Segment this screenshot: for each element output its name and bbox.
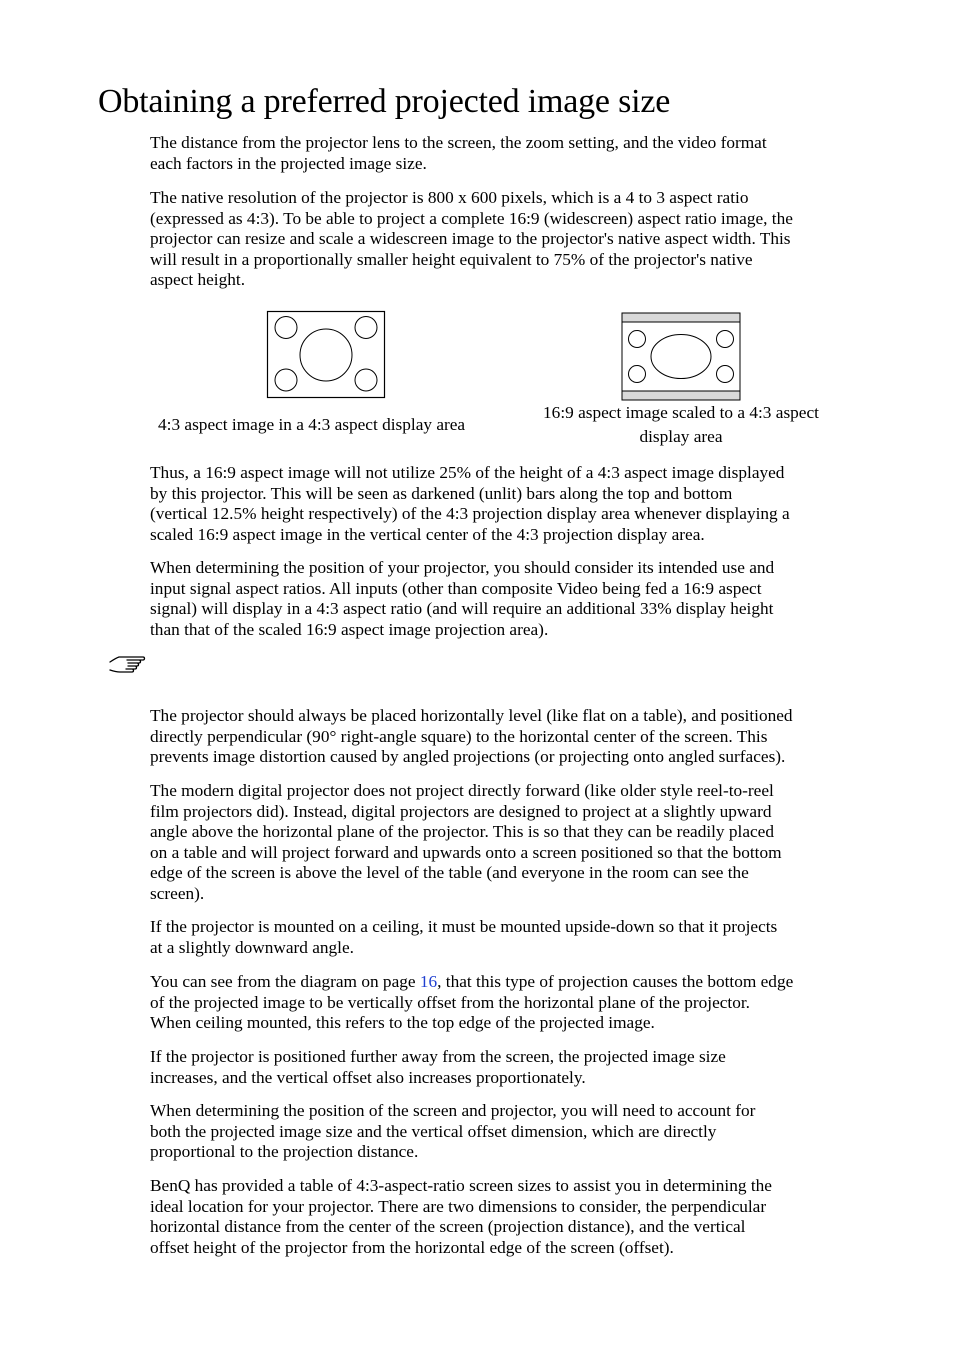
caption-line: display area <box>639 427 723 446</box>
text-line: at a slightly downward angle. <box>150 937 354 957</box>
text-line: angle above the horizontal plane of the projector. This is so that they can be readily placed <box>150 822 774 842</box>
aspect-4-3-diagram <box>266 310 386 399</box>
text-fragment: You can see from the diagram on page <box>150 972 420 991</box>
text-line: film projectors did). Instead, digital projectors are designed to project at a slightly upward <box>150 801 772 821</box>
text-line: both the projected image size and the vertical offset dimension, which are directly <box>150 1121 717 1141</box>
paragraph-position-considerations <box>150 558 862 640</box>
text-line: by this projector. This will be seen as darkened (unlit) bars along the top and bottom <box>150 483 733 503</box>
page-link[interactable]: 16 <box>419 972 438 991</box>
paragraph-upward-angle <box>150 781 862 905</box>
pointing-hand-icon <box>108 653 148 677</box>
text-line: will result in a proportionally smaller height equivalent to 75% of the projector's native <box>150 249 753 269</box>
text-line: aspect height. <box>150 270 246 290</box>
text-line: ideal location for your projector. There are two dimensions to consider, the perpendicular <box>150 1196 767 1216</box>
figure-caption-4-3: 4:3 aspect image in a 4:3 aspect display area <box>158 415 466 434</box>
text-line: signal) will display in a 4:3 aspect ratio (and will require an additional 33% display height <box>150 599 774 619</box>
text-line: projector can resize and scale a widescreen image to the projector's native aspect width. This <box>150 229 791 249</box>
text-line: each factors in the projected image size. <box>150 153 427 173</box>
text-line: prevents image distortion caused by angled projections (or projecting onto angled surfaces). <box>150 747 786 767</box>
text-line: Thus, a 16:9 aspect image will not utilize 25% of the height of a 4:3 aspect image displayed <box>150 463 785 482</box>
text-line: increases, and the vertical offset also increases proportionately. <box>150 1067 586 1087</box>
text-line: The modern digital projector does not project directly forward (like older style reel-to-reel <box>150 781 774 800</box>
text-line: If the projector is positioned further away from the screen, the projected image size <box>150 1047 726 1066</box>
paragraph-benq-table <box>150 1176 862 1258</box>
text-line: (vertical 12.5% height respectively) of the 4:3 projection display area whenever displaying a <box>150 504 790 524</box>
text-line: scaled 16:9 aspect image in the vertical center of the 4:3 projection display area. <box>150 524 705 544</box>
text-line: screen). <box>150 883 205 903</box>
figure-caption-16-9 <box>521 401 841 449</box>
text-line: edge of the screen is above the level of the table (and everyone in the room can see the <box>150 863 749 883</box>
paragraph-ceiling-mount <box>150 917 862 958</box>
caption-line: 16:9 aspect image scaled to a 4:3 aspect <box>543 403 819 422</box>
text-line: The projector should always be placed horizontally level (like flat on a table), and positioned <box>150 706 793 725</box>
text-line: proportional to the projection distance. <box>150 1142 419 1162</box>
text-line: input signal aspect ratios. All inputs (other than composite Video being fed a 16:9 aspect <box>150 578 762 598</box>
page-title: Obtaining a preferred projected image size <box>98 83 671 120</box>
paragraph-native-resolution <box>150 188 862 291</box>
text-line: The distance from the projector lens to the screen, the zoom setting, and the video format <box>150 133 767 152</box>
text-line: BenQ has provided a table of 4:3-aspect-ratio screen sizes to assist you in determining the <box>150 1176 772 1195</box>
paragraph-vertical-offset <box>150 972 862 1034</box>
text-line <box>150 972 862 993</box>
text-line: directly perpendicular (90° right-angle square) to the horizontal center of the screen. This <box>150 726 768 746</box>
text-line: When ceiling mounted, this refers to the top edge of the projected image. <box>150 1013 655 1033</box>
text-line: When determining the position of your projector, you should consider its intended use and <box>150 558 775 577</box>
aspect-16-9-scaled-diagram <box>621 312 741 401</box>
text-fragment: , that this type of projection causes the bottom edge <box>437 972 794 991</box>
paragraph-intro <box>150 133 862 174</box>
text-line: When determining the position of the screen and projector, you will need to account for <box>150 1101 756 1120</box>
paragraph-level-placement <box>150 706 862 768</box>
paragraph-unused-height <box>150 463 862 545</box>
text-line: If the projector is mounted on a ceiling, it must be mounted upside-down so that it projects <box>150 917 778 936</box>
text-line: horizontal distance from the center of the screen (projection distance), and the vertical <box>150 1217 746 1237</box>
text-line: than that of the scaled 16:9 aspect image projection area). <box>150 619 549 639</box>
text-line: on a table and will project forward and upwards onto a screen positioned so that the bottom <box>150 842 782 862</box>
text-line: (expressed as 4:3). To be able to project a complete 16:9 (widescreen) aspect ratio image, the <box>150 208 793 228</box>
paragraph-screen-position <box>150 1101 862 1163</box>
text-line: offset height of the projector from the horizontal edge of the screen (offset). <box>150 1237 674 1257</box>
text-line: of the projected image to be vertically offset from the horizontal plane of the projector. <box>150 992 750 1012</box>
paragraph-distance-effect <box>150 1047 862 1088</box>
text-line: The native resolution of the projector is 800 x 600 pixels, which is a 4 to 3 aspect ratio <box>150 188 749 207</box>
